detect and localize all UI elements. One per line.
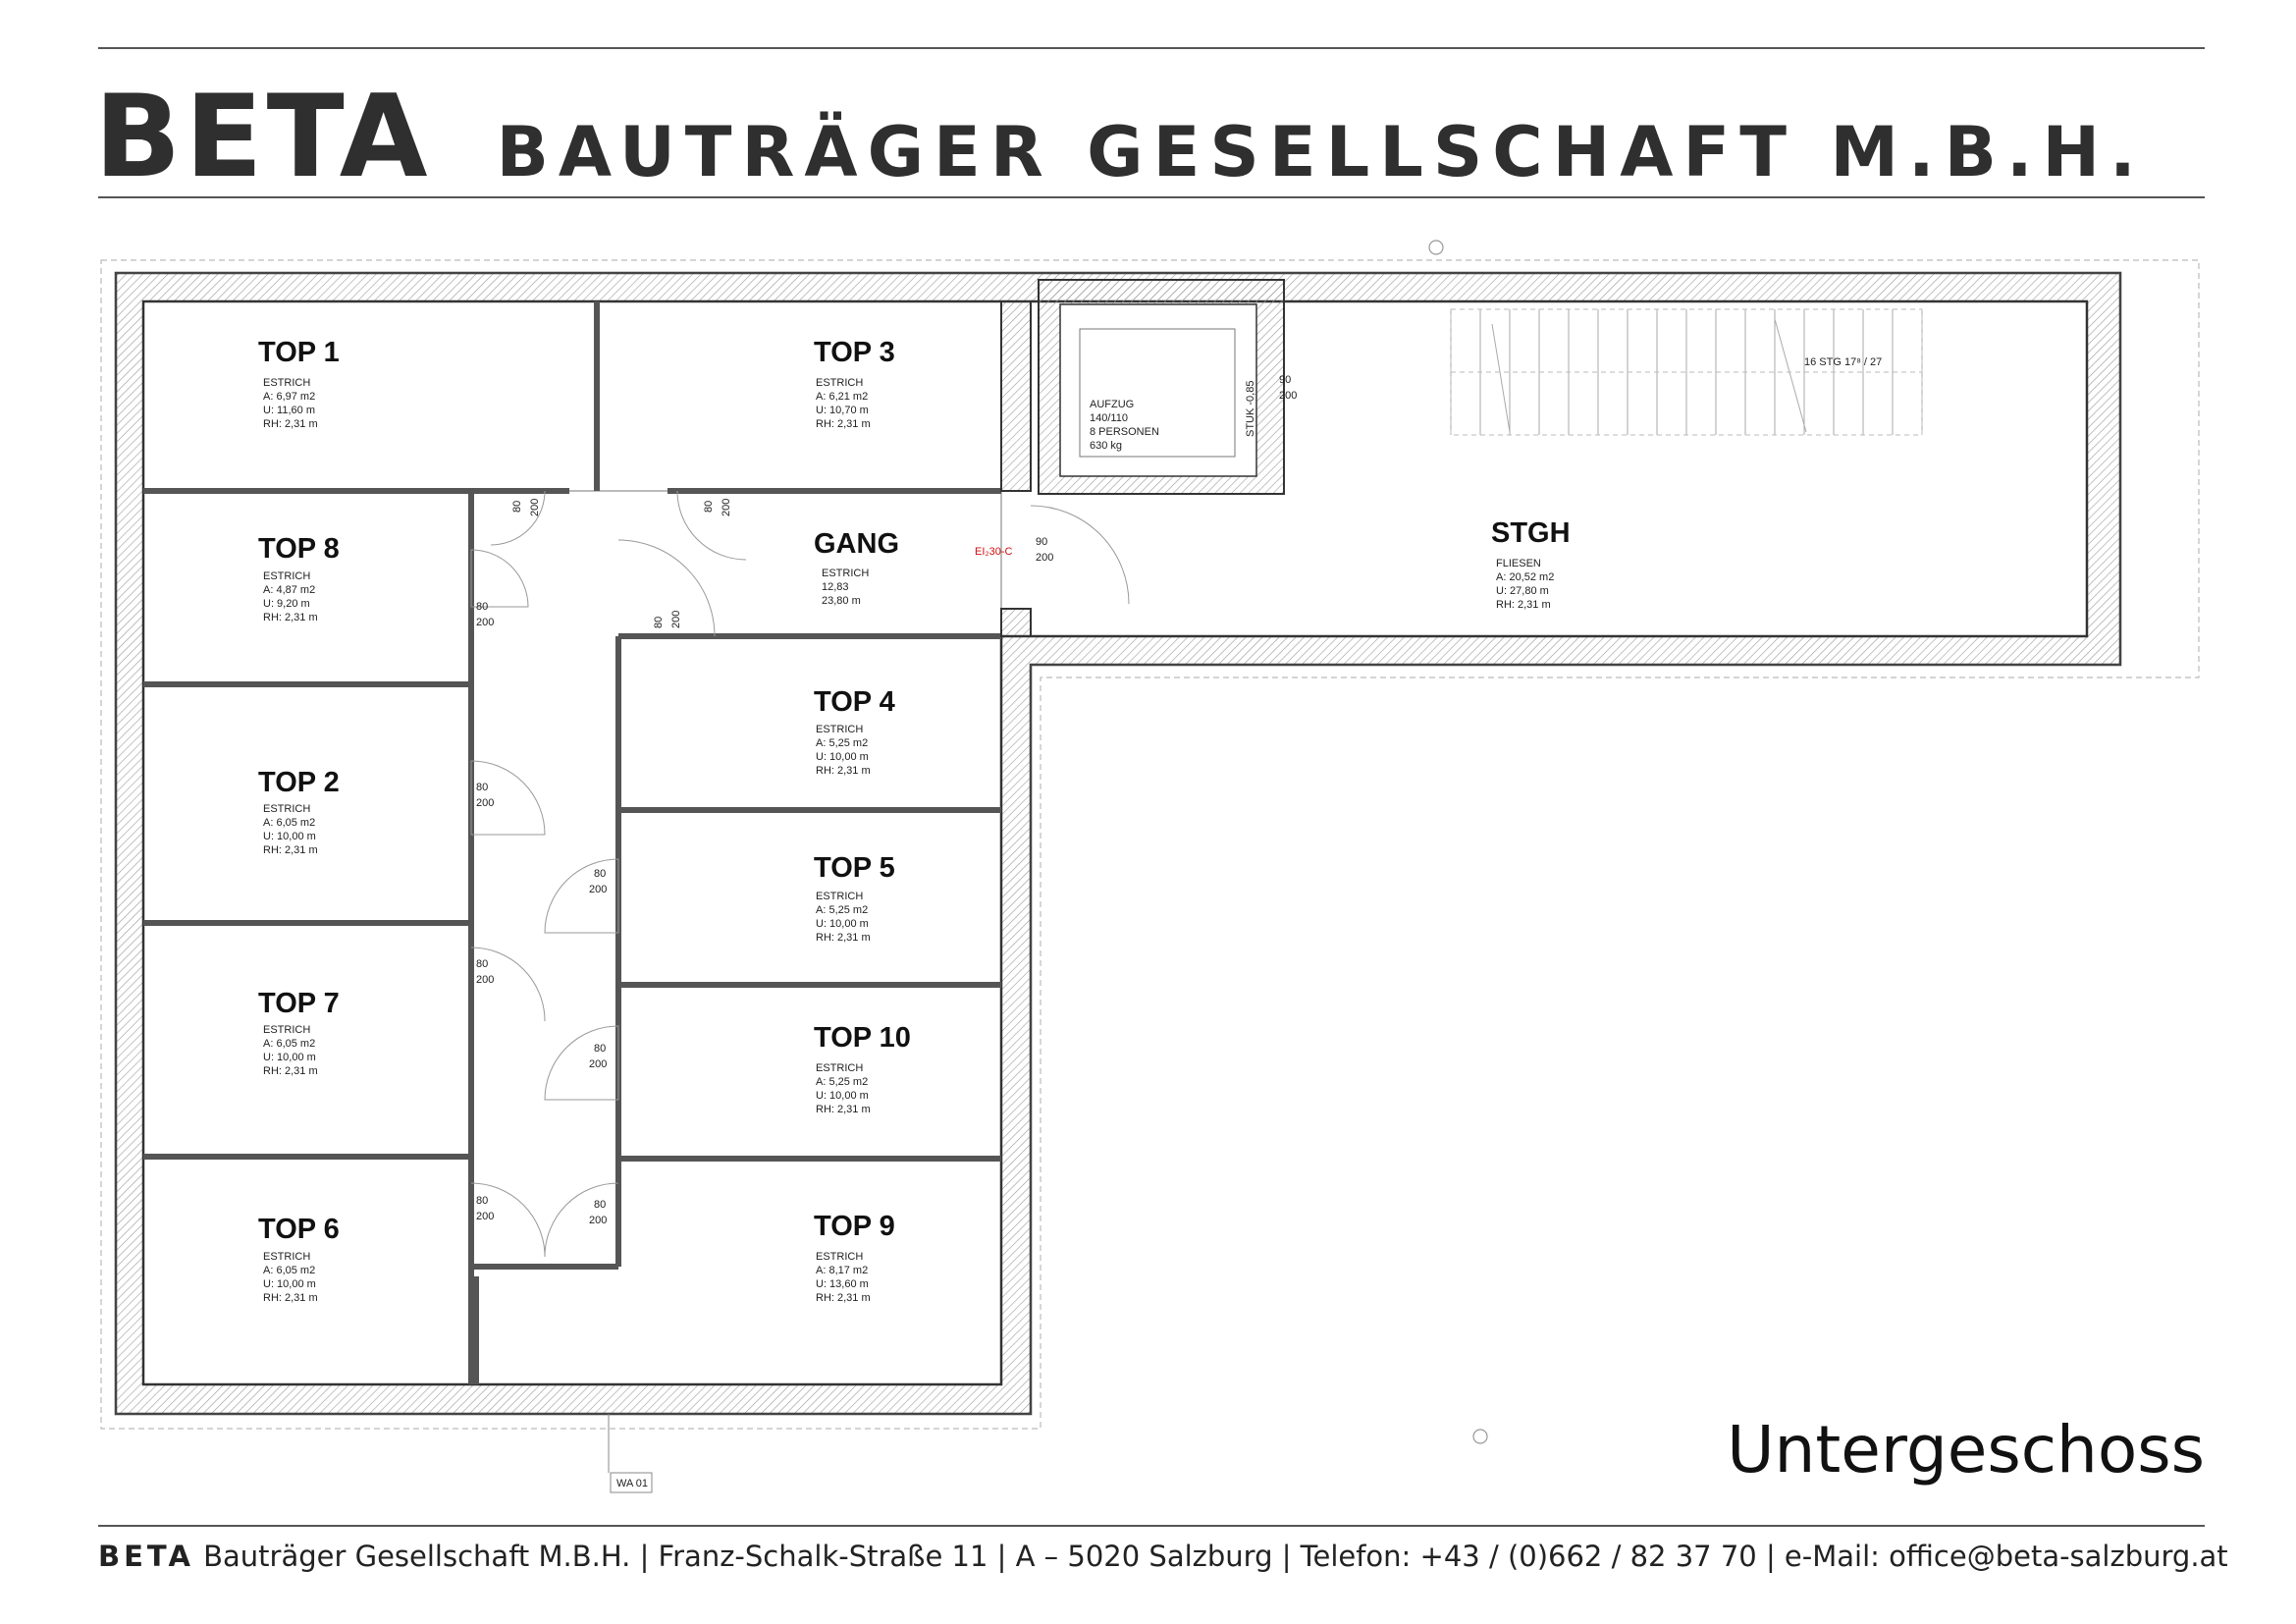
- core-wall: [1001, 301, 1031, 491]
- company-name: BAUTRÄGER GESELLSCHAFT M.B.H.: [496, 112, 2146, 192]
- room-area: A: 5,25 m2: [816, 1076, 869, 1088]
- door-dimensions: [476, 601, 607, 1226]
- room-name: TOP 3: [814, 337, 895, 368]
- door-width: 80: [476, 601, 489, 613]
- room-perimeter: U: 10,00 m: [263, 1052, 316, 1063]
- door-width: 80: [594, 868, 607, 880]
- room-area: A: 6,05 m2: [263, 1038, 316, 1050]
- room-height: RH: 2,31 m: [263, 612, 318, 623]
- wa-tag-label: WA 01: [616, 1478, 648, 1489]
- stair-break-line: [1492, 324, 1510, 432]
- room-height: RH: 2,31 m: [263, 844, 318, 856]
- room-area: 12,83: [822, 581, 849, 593]
- room-top9: [814, 1211, 895, 1304]
- door-height: 200: [476, 797, 495, 809]
- door-swing-gang: [618, 540, 715, 636]
- door-height: 200: [721, 498, 732, 516]
- room-area: A: 6,05 m2: [263, 1265, 316, 1276]
- room-finish: ESTRICH: [263, 1024, 311, 1036]
- room-perimeter: U: 10,00 m: [263, 831, 316, 842]
- room-stgh: [1491, 517, 1571, 611]
- room-name: TOP 1: [258, 337, 340, 368]
- door-width: 80: [653, 616, 665, 628]
- elevator-capacity: 8 PERSONEN: [1090, 426, 1159, 438]
- door-height: 200: [589, 1058, 608, 1070]
- room-finish: ESTRICH: [816, 377, 864, 389]
- door-width: 80: [476, 782, 489, 793]
- brand-name: BETA: [94, 71, 432, 203]
- room-area: A: 6,97 m2: [263, 391, 316, 403]
- core-wall-lower: [1001, 609, 1031, 636]
- partitions-right: [471, 491, 1001, 1384]
- room-height: RH: 2,31 m: [263, 1292, 318, 1304]
- room-perimeter: U: 27,80 m: [1496, 585, 1549, 597]
- room-name: TOP 2: [258, 767, 340, 798]
- door-width: 80: [476, 1195, 489, 1207]
- room-finish: ESTRICH: [263, 1251, 311, 1263]
- room-top2: [258, 767, 340, 856]
- floor-title: Untergeschoss: [1727, 1412, 2205, 1488]
- room-area: A: 6,21 m2: [816, 391, 869, 403]
- room-area: A: 20,52 m2: [1496, 571, 1555, 583]
- room-perimeter: U: 9,20 m: [263, 598, 310, 610]
- room-gang: [814, 528, 899, 607]
- room-height: RH: 2,31 m: [816, 765, 871, 777]
- elevator-title: AUFZUG: [1090, 399, 1135, 410]
- room-top4: [814, 686, 895, 777]
- room-area: A: 8,17 m2: [816, 1265, 869, 1276]
- grid-marker-bottom: [1473, 1430, 1487, 1443]
- stair-break-line: [1775, 319, 1806, 432]
- footer-contact: Bauträger Gesellschaft M.B.H. | Franz-Schalk-Straße 11 | A – 5020 Salzburg | Telefon: +43 / (0)662 / 82 37 70 | e-Mail: office@beta-salzburg.at: [203, 1540, 2228, 1573]
- room-finish: ESTRICH: [816, 1062, 864, 1074]
- room-top5: [814, 852, 895, 944]
- door-width: 80: [594, 1199, 607, 1211]
- room-finish: ESTRICH: [816, 724, 864, 735]
- door-width-stgh: 90: [1036, 536, 1048, 548]
- room-finish: ESTRICH: [816, 891, 864, 902]
- room-finish: ESTRICH: [822, 568, 870, 579]
- room-perimeter: U: 10,00 m: [816, 751, 869, 763]
- room-name: TOP 8: [258, 533, 340, 565]
- elevator-size: 140/110: [1090, 412, 1128, 424]
- footer-rule: [98, 1525, 2205, 1527]
- elevator-load: 630 kg: [1090, 440, 1123, 452]
- brand-header: [94, 71, 2146, 203]
- room-name: GANG: [814, 528, 899, 560]
- room-finish: ESTRICH: [816, 1251, 864, 1263]
- room-perimeter: U: 13,60 m: [816, 1278, 869, 1290]
- room-perimeter: U: 10,70 m: [816, 405, 869, 416]
- room-name: TOP 5: [814, 852, 895, 884]
- door-swing-top5: [545, 859, 618, 933]
- footer: [98, 1540, 2228, 1573]
- elevator-door-height: 200: [1279, 390, 1298, 402]
- door-width: 80: [703, 500, 715, 513]
- room-area: A: 5,25 m2: [816, 737, 869, 749]
- stair-label: 16 STG 17⁸ / 27: [1804, 356, 1883, 368]
- door-height: 200: [529, 498, 541, 516]
- room-area: A: 5,25 m2: [816, 904, 869, 916]
- door-swing-top8: [471, 550, 528, 607]
- footer-brand: BETA: [98, 1540, 194, 1573]
- door-swing-top10: [545, 1026, 618, 1100]
- room-name: TOP 10: [814, 1022, 911, 1054]
- room-perimeter: U: 11,60 m: [263, 405, 315, 416]
- room-height: RH: 2,31 m: [816, 1104, 871, 1115]
- room-name: TOP 7: [258, 988, 340, 1019]
- room-height: RH: 2,31 m: [263, 418, 318, 430]
- room-area: A: 6,05 m2: [263, 817, 316, 829]
- room-height: RH: 2,31 m: [816, 1292, 871, 1304]
- room-height: RH: 2,31 m: [816, 932, 871, 944]
- door-height: 200: [476, 617, 495, 628]
- door-height: 200: [670, 610, 682, 628]
- elevator-door-width: 90: [1279, 374, 1292, 386]
- door-width: 80: [511, 500, 523, 513]
- room-perimeter: 23,80 m: [822, 595, 861, 607]
- header-top-rule: [98, 47, 2205, 49]
- room-finish: ESTRICH: [263, 570, 311, 582]
- room-top3: [814, 337, 895, 430]
- door-dimensions-rotated: [511, 499, 732, 628]
- room-finish: FLIESEN: [1496, 558, 1541, 569]
- room-top8: [258, 533, 340, 623]
- door-height: 200: [476, 1211, 495, 1222]
- grid-marker-top: [1429, 241, 1443, 254]
- room-name: TOP 4: [814, 686, 895, 718]
- door-height-stgh: 200: [1036, 552, 1054, 564]
- room-perimeter: U: 10,00 m: [263, 1278, 316, 1290]
- door-height: 200: [476, 974, 495, 986]
- door-height: 200: [589, 884, 608, 895]
- room-top7: [258, 988, 340, 1077]
- door-height: 200: [589, 1215, 608, 1226]
- room-area: A: 4,87 m2: [263, 584, 316, 596]
- fire-rating-label: EI₂30-C: [975, 546, 1013, 558]
- room-name: TOP 9: [814, 1211, 895, 1242]
- floor-plan: [0, 236, 2296, 1512]
- door-width: 80: [476, 958, 489, 970]
- room-top10: [814, 1022, 911, 1115]
- room-perimeter: U: 10,00 m: [816, 1090, 869, 1102]
- room-name: STGH: [1491, 517, 1571, 549]
- header-bottom-rule: [98, 196, 2205, 198]
- gang-outline: [471, 491, 1001, 1267]
- room-height: RH: 2,31 m: [1496, 599, 1551, 611]
- room-finish: ESTRICH: [263, 803, 311, 815]
- room-perimeter: U: 10,00 m: [816, 918, 869, 930]
- room-height: RH: 2,31 m: [816, 418, 871, 430]
- room-height: RH: 2,31 m: [263, 1065, 318, 1077]
- partitions-left: [143, 301, 597, 1384]
- room-finish: ESTRICH: [263, 377, 311, 389]
- door-swing-top9: [545, 1183, 618, 1257]
- stuk-label: STUK -0,85: [1245, 380, 1256, 437]
- door-width: 80: [594, 1043, 607, 1055]
- room-top6: [258, 1214, 340, 1304]
- room-top1: [258, 337, 340, 430]
- room-name: TOP 6: [258, 1214, 340, 1245]
